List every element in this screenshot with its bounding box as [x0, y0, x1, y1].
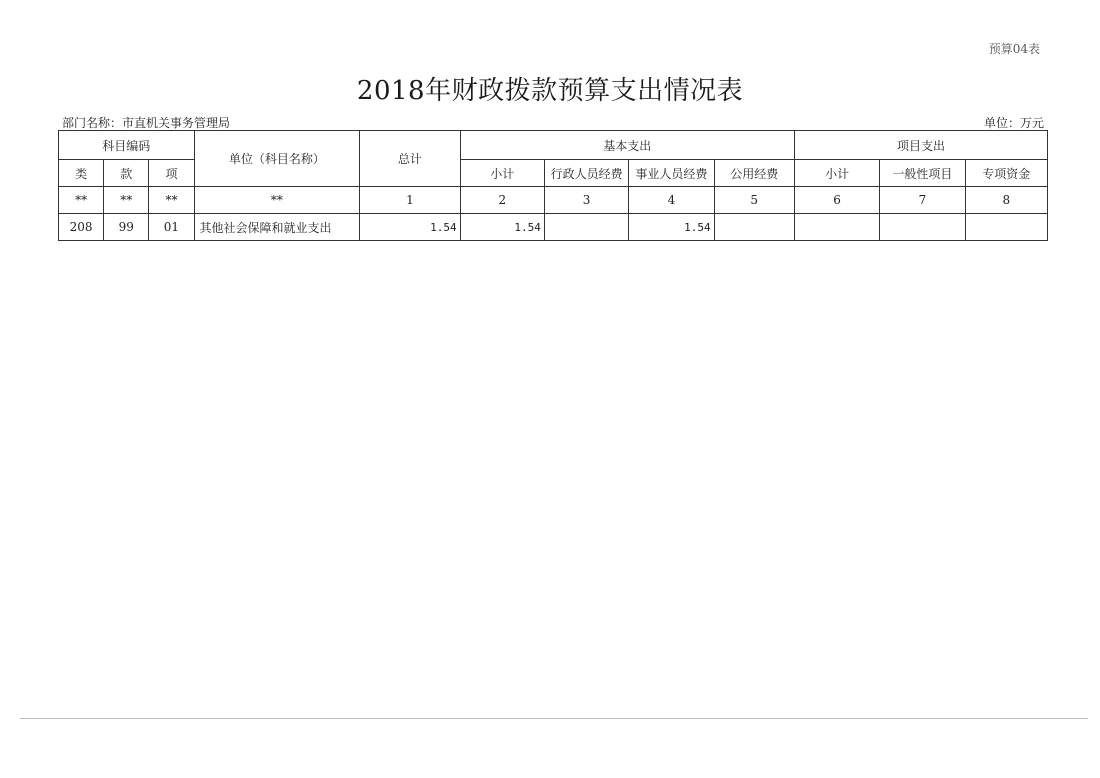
page-title: 2018年财政拨款预算支出情况表: [356, 76, 744, 106]
cell-project-subtotal: [794, 214, 879, 241]
form-number: 预算04表: [988, 42, 1040, 56]
cell-project-special: [965, 214, 1047, 241]
index-cell: 2: [460, 187, 544, 214]
header-public-staff: 事业人员经费: [629, 160, 714, 187]
unit-label: 单位：万元: [983, 116, 1044, 130]
cell-total: 1.54: [360, 214, 460, 241]
cell-kuan: 99: [104, 214, 149, 241]
index-cell: 6: [794, 187, 879, 214]
header-basic-subtotal: 小计: [460, 160, 544, 187]
index-cell: **: [104, 187, 149, 214]
header-project-general: 一般性项目: [880, 160, 965, 187]
budget-table: [58, 130, 1048, 241]
cell-public-use: [714, 214, 794, 241]
header-basic-expense: 基本支出: [460, 131, 794, 160]
header-lei: 类: [59, 160, 104, 187]
index-cell: **: [59, 187, 104, 214]
cell-lei: 208: [59, 214, 104, 241]
cell-name: 其他社会保障和就业支出: [194, 214, 360, 241]
header-admin-staff: 行政人员经费: [544, 160, 628, 187]
header-project-subtotal: 小计: [794, 160, 879, 187]
index-cell: 3: [544, 187, 628, 214]
index-cell: 7: [880, 187, 965, 214]
index-cell: 8: [965, 187, 1047, 214]
header-project-special: 专项资金: [965, 160, 1047, 187]
header-xiang: 项: [149, 160, 194, 187]
department-label: 部门名称：市直机关事务管理局: [62, 116, 231, 130]
cell-xiang: 01: [149, 214, 194, 241]
cell-basic-subtotal: 1.54: [460, 214, 544, 241]
header-project-expense: 项目支出: [794, 131, 1047, 160]
index-cell: 1: [360, 187, 460, 214]
header-subject-code: 科目编码: [59, 131, 195, 160]
cell-public-staff: 1.54: [629, 214, 714, 241]
index-cell: 5: [714, 187, 794, 214]
header-public-use: 公用经费: [714, 160, 794, 187]
cell-project-general: [880, 214, 965, 241]
index-cell: 4: [629, 187, 714, 214]
table-row: [59, 214, 1048, 241]
header-total: 总计: [360, 131, 460, 187]
index-row: [59, 187, 1048, 214]
header-kuan: 款: [104, 160, 149, 187]
cell-admin-staff: [544, 214, 628, 241]
index-cell: **: [149, 187, 194, 214]
index-cell: **: [194, 187, 360, 214]
footer-rule: [20, 718, 1088, 719]
header-unit-name: 单位（科目名称）: [194, 131, 360, 187]
header-row-1: [59, 131, 1048, 160]
